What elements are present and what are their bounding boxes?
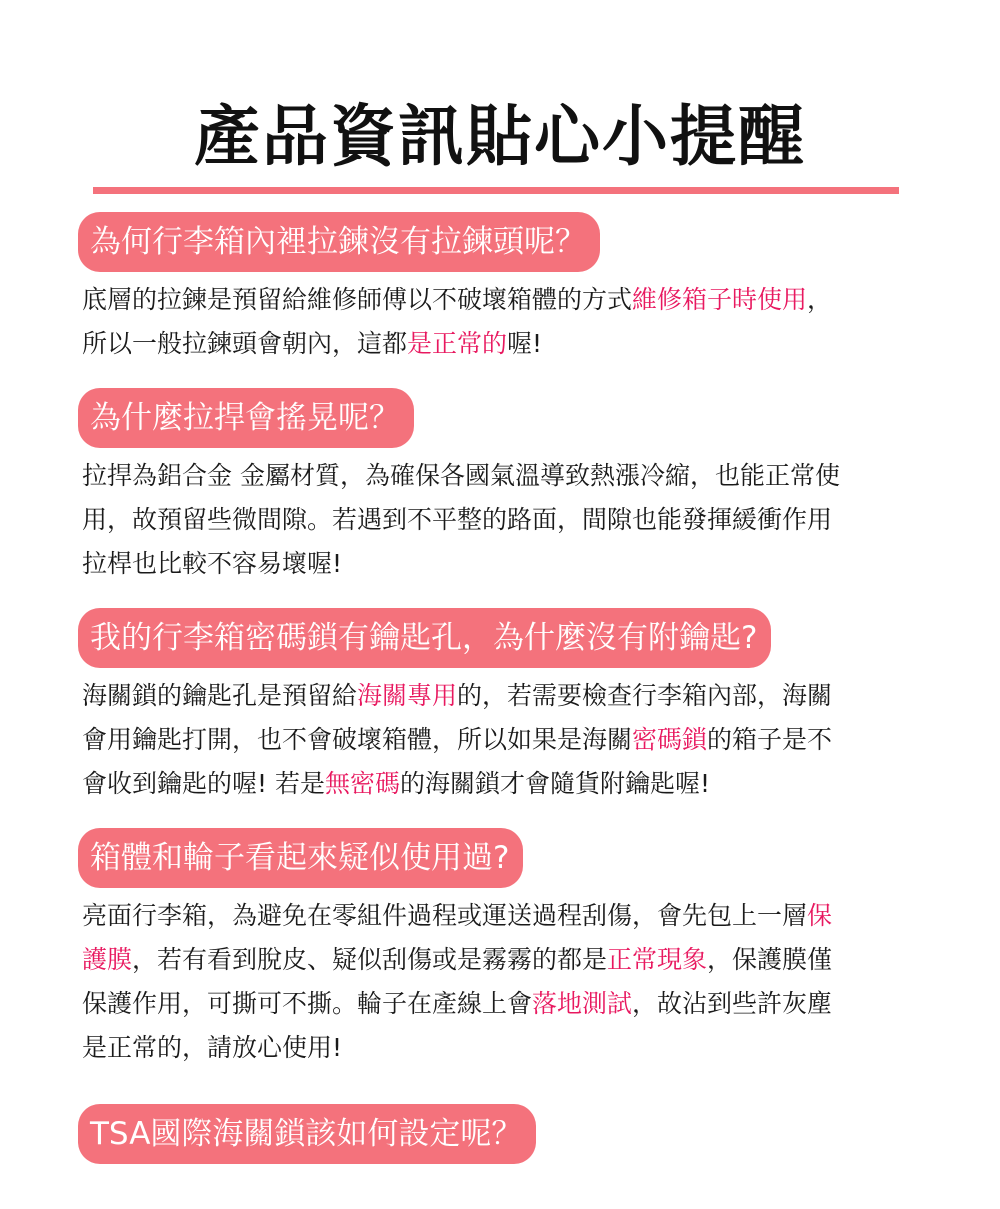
page-title: 產品資訊貼心小提醒 bbox=[194, 98, 806, 175]
faq-question-heading: 為什麼拉捍會搖晃呢？ bbox=[78, 388, 414, 448]
answer-text: 所以一般拉鍊頭會朝內，這都 bbox=[82, 329, 408, 358]
faq-question-heading: 我的行李箱密碼鎖有鑰匙孔，為什麼沒有附鑰匙? bbox=[78, 608, 771, 668]
answer-line bbox=[82, 982, 918, 1026]
answer-line bbox=[82, 894, 918, 938]
answer-text: ，故沾到些許灰塵 bbox=[632, 989, 833, 1018]
answer-text: 會用鑰匙打開，也不會破壞箱體，所以如果是海關 bbox=[82, 725, 633, 754]
faq-section bbox=[78, 388, 918, 586]
answer-text: 用，故預留些微間隙。若遇到不平整的路面，間隙也能發揮緩衝作用 bbox=[82, 505, 833, 534]
faq-answer bbox=[78, 278, 918, 366]
faq-answer bbox=[78, 894, 918, 1070]
faq-section bbox=[78, 608, 918, 806]
faq-question-heading: 箱體和輪子看起來疑似使用過? bbox=[78, 828, 523, 888]
highlight-text: 無密碼 bbox=[324, 769, 400, 798]
title-divider bbox=[93, 187, 899, 194]
answer-text: ，若有看到脫皮、疑似刮傷或是霧霧的都是 bbox=[132, 945, 608, 974]
answer-line bbox=[82, 498, 918, 542]
answer-line bbox=[82, 674, 918, 718]
highlight-text: 是正常的 bbox=[407, 329, 508, 358]
answer-text: ， bbox=[807, 285, 833, 314]
answer-line bbox=[82, 938, 918, 982]
answer-text: 亮面行李箱，為避免在零組件過程或運送過程刮傷，會先包上一層 bbox=[82, 901, 808, 930]
faq-answer bbox=[78, 454, 918, 586]
faq-question-heading: TSA國際海關鎖該如何設定呢？ bbox=[78, 1104, 536, 1164]
answer-line bbox=[82, 542, 918, 586]
answer-line bbox=[82, 1026, 918, 1070]
faq-section bbox=[78, 212, 918, 366]
highlight-text: 保 bbox=[807, 901, 833, 930]
highlight-text: 正常現象 bbox=[607, 945, 708, 974]
highlight-text: 落地測試 bbox=[532, 989, 633, 1018]
answer-text: ，保護膜僅 bbox=[707, 945, 833, 974]
faq-answer bbox=[78, 674, 918, 806]
highlight-text: 密碼鎖 bbox=[632, 725, 708, 754]
faq-section bbox=[78, 1104, 918, 1164]
answer-line bbox=[82, 762, 918, 806]
faq-list bbox=[78, 212, 918, 1186]
answer-text: 喔! bbox=[507, 329, 543, 358]
highlight-text: 海關專用 bbox=[357, 681, 458, 710]
faq-section bbox=[78, 828, 918, 1070]
answer-text: 會收到鑰匙的喔! 若是 bbox=[82, 769, 325, 798]
faq-question-heading: 為何行李箱內裡拉鍊沒有拉鍊頭呢？ bbox=[78, 212, 600, 272]
answer-text: 拉桿也比較不容易壞喔! bbox=[82, 549, 343, 578]
answer-line bbox=[82, 278, 918, 322]
answer-text: 底層的拉鍊是預留給維修師傅以不破壞箱體的方式 bbox=[82, 285, 633, 314]
answer-line bbox=[82, 322, 918, 366]
answer-line bbox=[82, 718, 918, 762]
answer-text: 是正常的，請放心使用! bbox=[82, 1033, 343, 1062]
answer-text: 的箱子是不 bbox=[707, 725, 833, 754]
answer-text: 的，若需要檢查行李箱內部，海關 bbox=[457, 681, 833, 710]
answer-text: 拉捍為鋁合金 金屬材質，為確保各國氣溫導致熱漲冷縮，也能正常使 bbox=[82, 461, 840, 490]
answer-text: 海關鎖的鑰匙孔是預留給 bbox=[82, 681, 358, 710]
answer-text: 保護作用，可撕可不撕。輪子在產線上會 bbox=[82, 989, 533, 1018]
highlight-text: 維修箱子時使用 bbox=[632, 285, 808, 314]
answer-line bbox=[82, 454, 918, 498]
answer-text: 的海關鎖才會隨貨附鑰匙喔! bbox=[400, 769, 711, 798]
highlight-text: 護膜 bbox=[82, 945, 133, 974]
